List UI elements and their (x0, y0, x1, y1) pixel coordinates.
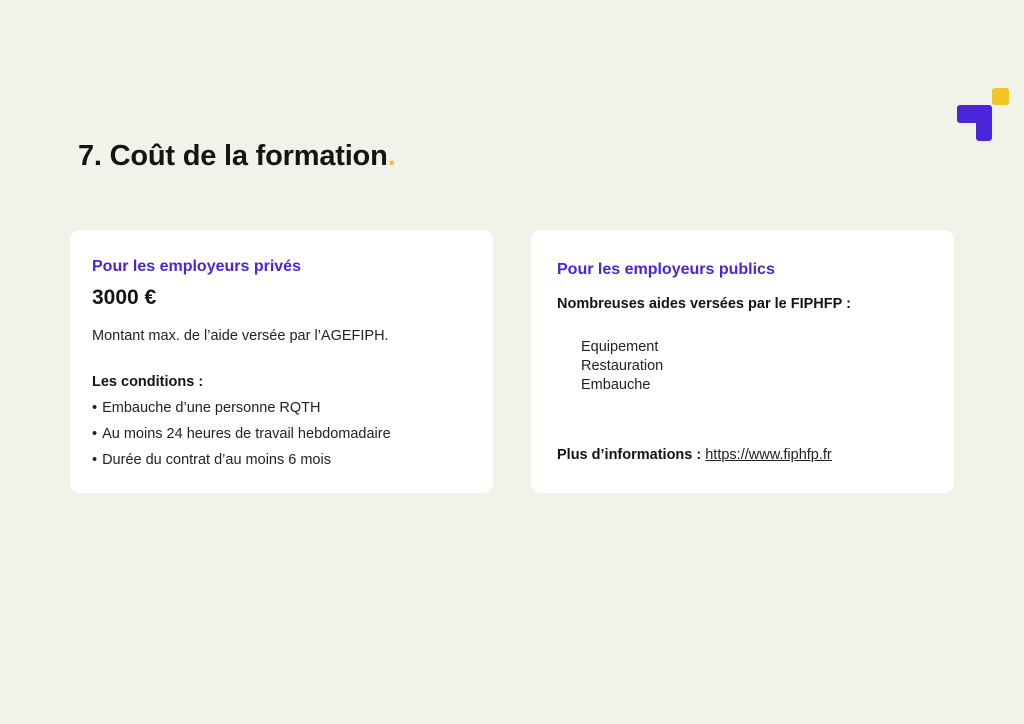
aid-item: Equipement (581, 339, 659, 355)
aids-subheading: Nombreuses aides versées par le FIPHFP : (557, 296, 851, 312)
more-info-label: Plus d’informations : (557, 447, 702, 463)
conditions-list (92, 398, 391, 476)
public-employers-card (531, 230, 954, 493)
bullet-icon: • (92, 400, 98, 416)
brand-logo-icon (956, 88, 1012, 144)
page-title (78, 140, 395, 173)
public-card-heading: Pour les employeurs publics (557, 261, 775, 278)
aid-item: Embauche (581, 377, 651, 393)
aid-description: Montant max. de l’aide versée par l’AGEFIPH. (92, 328, 389, 344)
bullet-icon: • (92, 452, 98, 468)
condition-item (92, 450, 391, 476)
conditions-label: Les conditions : (92, 374, 204, 390)
condition-text: Durée du contrat d’au moins 6 mois (102, 452, 331, 468)
fiphfp-link[interactable]: https://www.fiphfp.fr (705, 447, 832, 463)
title-accent-dot: . (387, 140, 396, 172)
private-employers-card (70, 230, 493, 493)
condition-item (92, 424, 391, 450)
condition-item (92, 398, 391, 424)
page-title-text: 7. Coût de la formation (78, 140, 388, 172)
condition-text: Embauche d’une personne RQTH (102, 400, 321, 416)
condition-text: Au moins 24 heures de travail hebdomadaire (102, 426, 391, 442)
aid-item: Restauration (581, 358, 664, 374)
aid-amount: 3000 € (92, 286, 157, 309)
more-info-line (557, 447, 832, 463)
private-card-heading: Pour les employeurs privés (92, 258, 301, 275)
aids-list (581, 338, 663, 395)
bullet-icon: • (92, 426, 98, 442)
